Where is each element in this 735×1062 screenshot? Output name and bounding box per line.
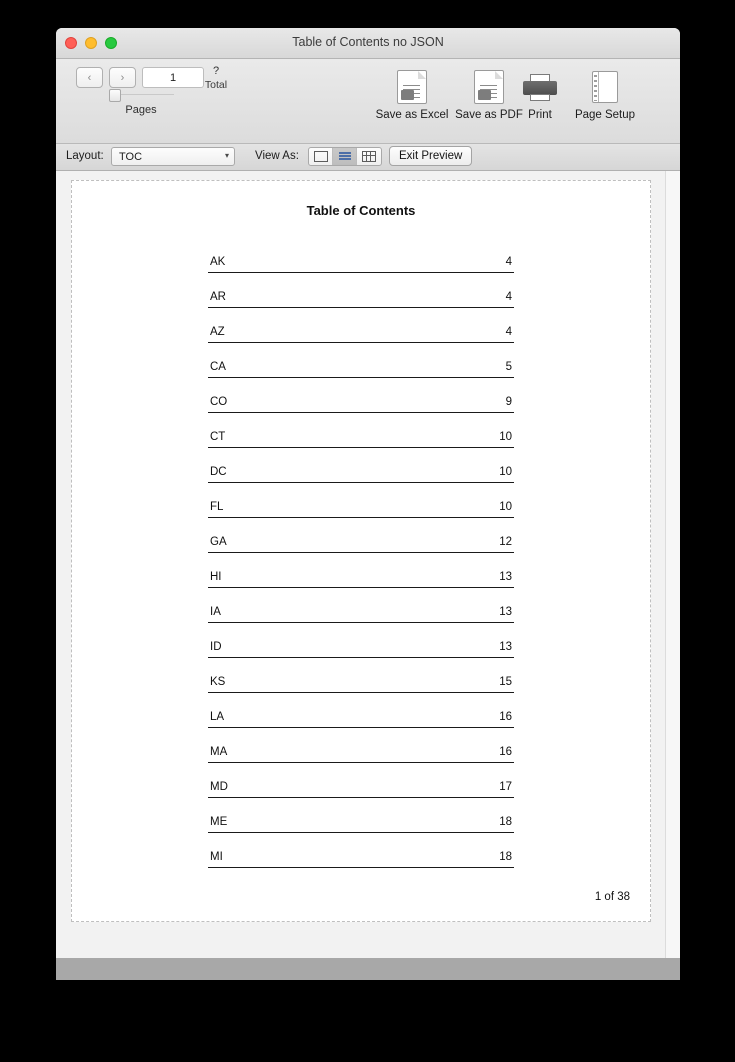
toc-entry-page: 4 bbox=[505, 291, 512, 303]
toc-entry-key: AR bbox=[210, 291, 226, 303]
toc-entry-key: ME bbox=[210, 816, 228, 828]
toc-row[interactable] bbox=[208, 728, 514, 763]
toc-entry-page: 17 bbox=[499, 781, 512, 793]
toc-entry-page: 13 bbox=[499, 571, 512, 583]
toc-entry-key: HI bbox=[210, 571, 222, 583]
toc-row[interactable] bbox=[208, 833, 514, 868]
view-as-label: View As: bbox=[255, 150, 299, 162]
grid-view-icon bbox=[362, 151, 376, 162]
excel-document-icon bbox=[369, 69, 455, 105]
print-label: Print bbox=[528, 109, 552, 121]
toc-entry-key: ID bbox=[210, 641, 222, 653]
toc-entry-page: 18 bbox=[499, 851, 512, 863]
page-view-icon bbox=[314, 151, 328, 162]
slider-track bbox=[112, 94, 174, 95]
toc-entry-page: 13 bbox=[499, 606, 512, 618]
toc-entry-page: 9 bbox=[505, 396, 512, 408]
page-setup-label: Page Setup bbox=[574, 109, 636, 121]
toc-row[interactable] bbox=[208, 308, 514, 343]
toc-row[interactable] bbox=[208, 763, 514, 798]
toc-row[interactable] bbox=[208, 588, 514, 623]
toc-entry-key: DC bbox=[210, 466, 227, 478]
save-as-pdf-label: Save as PDF bbox=[455, 109, 523, 121]
toc-entry-page: 4 bbox=[505, 256, 512, 268]
total-pages-label: Total bbox=[204, 79, 228, 91]
toc-entry-page: 16 bbox=[499, 711, 512, 723]
toc-row[interactable] bbox=[208, 343, 514, 378]
toc-entry-page: 15 bbox=[499, 676, 512, 688]
toc-row[interactable] bbox=[208, 798, 514, 833]
toc-entry-page: 10 bbox=[499, 501, 512, 513]
previous-page-button[interactable]: ‹ bbox=[76, 67, 103, 88]
toc-entry-key: KS bbox=[210, 676, 226, 688]
toc-entry-key: CT bbox=[210, 431, 226, 443]
toc-entry-key: CA bbox=[210, 361, 226, 373]
toc-row[interactable] bbox=[208, 413, 514, 448]
list-view-icon bbox=[339, 152, 351, 161]
page-stepper bbox=[76, 67, 206, 88]
pages-slider[interactable] bbox=[76, 89, 206, 101]
toc-entry-page: 10 bbox=[499, 431, 512, 443]
toc-entry-page: 5 bbox=[505, 361, 512, 373]
toc-entry-key: MA bbox=[210, 746, 228, 758]
chevron-down-icon: ▾ bbox=[224, 151, 229, 160]
toc-row[interactable] bbox=[208, 553, 514, 588]
toc-entry-key: GA bbox=[210, 536, 227, 548]
toc-entry-page: 13 bbox=[499, 641, 512, 653]
toc-entry-key: CO bbox=[210, 396, 228, 408]
toc-entry-page: 16 bbox=[499, 746, 512, 758]
total-pages-group bbox=[194, 64, 238, 92]
toc-row[interactable] bbox=[208, 238, 514, 273]
toc-row[interactable] bbox=[208, 623, 514, 658]
view-grid-button[interactable] bbox=[357, 148, 381, 165]
title-bar bbox=[56, 28, 680, 59]
toc-entry-key: IA bbox=[210, 606, 221, 618]
toc-row[interactable] bbox=[208, 658, 514, 693]
save-as-excel-button[interactable] bbox=[369, 69, 455, 121]
window-bottom-strip bbox=[56, 958, 680, 980]
app-window bbox=[56, 28, 680, 980]
toc-row[interactable] bbox=[208, 378, 514, 413]
toc-row[interactable] bbox=[208, 448, 514, 483]
toolbar bbox=[56, 59, 680, 144]
toc-entry-key: FL bbox=[210, 501, 224, 513]
pages-control-group bbox=[76, 67, 206, 116]
page-setup-icon bbox=[562, 69, 648, 105]
layout-label: Layout: bbox=[66, 150, 104, 162]
toc-entry-page: 18 bbox=[499, 816, 512, 828]
page-title: Table of Contents bbox=[306, 203, 416, 218]
layout-selected-value: TOC bbox=[119, 151, 143, 163]
exit-preview-button[interactable]: Exit Preview bbox=[389, 146, 472, 166]
page-footer: 1 of 38 bbox=[594, 891, 630, 903]
preview-page bbox=[71, 180, 651, 922]
view-list-button[interactable] bbox=[333, 148, 357, 165]
next-page-button[interactable]: › bbox=[109, 67, 136, 88]
view-as-segmented-control bbox=[308, 147, 382, 166]
toc-list bbox=[208, 238, 514, 868]
vertical-scrollbar[interactable] bbox=[665, 171, 680, 980]
page-setup-button[interactable] bbox=[562, 69, 648, 121]
save-as-excel-label: Save as Excel bbox=[375, 109, 449, 121]
layout-select[interactable] bbox=[111, 147, 235, 166]
total-pages-value: ? bbox=[212, 65, 220, 77]
slider-knob[interactable] bbox=[109, 89, 121, 102]
toc-entry-key: AZ bbox=[210, 326, 225, 338]
toc-entry-key: LA bbox=[210, 711, 225, 723]
toc-entry-page: 12 bbox=[499, 536, 512, 548]
page-number-input[interactable]: 1 bbox=[142, 67, 204, 88]
view-page-button[interactable] bbox=[309, 148, 333, 165]
toc-row[interactable] bbox=[208, 273, 514, 308]
toc-entry-page: 10 bbox=[499, 466, 512, 478]
toc-entry-page: 4 bbox=[505, 326, 512, 338]
document-preview-area bbox=[56, 171, 680, 980]
toc-row[interactable] bbox=[208, 483, 514, 518]
toc-row[interactable] bbox=[208, 518, 514, 553]
toc-entry-key: AK bbox=[210, 256, 226, 268]
toc-entry-key: MD bbox=[210, 781, 228, 793]
window-title: Table of Contents no JSON bbox=[292, 35, 444, 49]
layout-bar bbox=[56, 144, 680, 171]
toc-row[interactable] bbox=[208, 693, 514, 728]
toc-entry-key: MI bbox=[210, 851, 223, 863]
pages-label: Pages bbox=[125, 104, 157, 116]
